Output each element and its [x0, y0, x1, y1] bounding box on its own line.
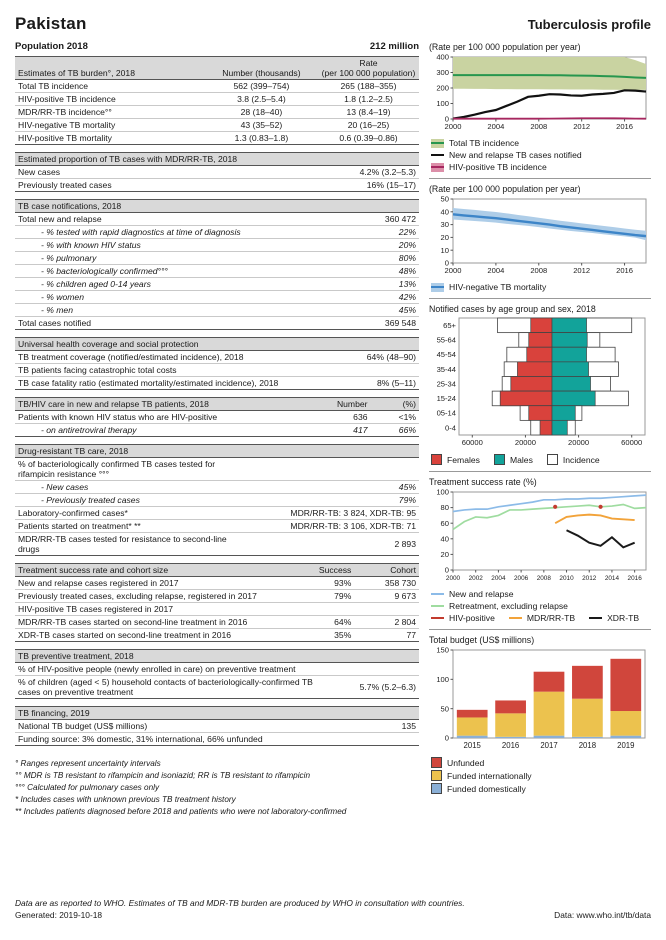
- table-row: [15, 226, 419, 239]
- row-value: <1%: [371, 411, 419, 424]
- svg-text:0: 0: [444, 733, 449, 743]
- table-row: [15, 377, 419, 390]
- row-value: 2 804: [354, 616, 419, 629]
- legend-swatch: [431, 283, 444, 292]
- legend-swatch: [431, 163, 444, 172]
- table-row: [15, 166, 419, 179]
- row-value: 360 472: [346, 213, 419, 226]
- row-label: Total cases notified: [18, 318, 92, 328]
- row-label: Patients with known HIV status who are HIV-positive: [15, 411, 306, 424]
- svg-text:20: 20: [440, 550, 449, 559]
- row-value: 64%: [298, 616, 355, 629]
- footnote: °°° Calculated for pulmonary cases only: [15, 782, 160, 792]
- row-value: 9 673: [354, 590, 419, 603]
- footnote: ** Includes patients diagnosed before 2018 and patients who were not laboratory-confirmed: [15, 806, 347, 816]
- legend-item: [431, 138, 519, 148]
- row-label: TB patients facing catastrophic total costs: [15, 364, 322, 377]
- row-value: 5.7% (5.2–6.3): [359, 682, 416, 692]
- row-label: MDR/RR-TB cases tested for resistance to second-line drugs: [18, 534, 227, 554]
- table-row: [15, 351, 419, 364]
- legend-swatch: [431, 757, 442, 768]
- legend-item: [494, 454, 533, 465]
- table-row: [15, 179, 419, 192]
- row-label: National TB budget (US$ millions): [15, 720, 346, 733]
- svg-text:30: 30: [440, 220, 449, 230]
- row-label: HIV-negative TB mortality: [15, 119, 205, 132]
- table-row: [15, 132, 419, 145]
- population-label: Population 2018: [15, 41, 88, 52]
- svg-text:50: 50: [440, 704, 449, 714]
- chart-legend: [431, 282, 651, 292]
- table-row: [15, 507, 419, 520]
- svg-text:2017: 2017: [540, 741, 558, 750]
- svg-text:2008: 2008: [536, 575, 551, 582]
- svg-text:40: 40: [440, 207, 449, 217]
- svg-text:10: 10: [440, 245, 449, 255]
- row-value: 20%: [346, 239, 419, 252]
- row-label: New and relapse cases registered in 2017: [15, 577, 298, 590]
- row-label: % of bacteriologically confirmed TB cases tested for rifampicin resistance °°°: [15, 458, 237, 481]
- legend-swatch: [589, 617, 602, 620]
- legend-swatch: [431, 617, 444, 620]
- row-value: 13%: [346, 278, 419, 291]
- row-value: 45%: [346, 304, 419, 317]
- svg-text:65+: 65+: [443, 320, 456, 330]
- row-value: 358 730: [354, 577, 419, 590]
- svg-text:0: 0: [444, 258, 449, 268]
- row-value: [330, 663, 419, 676]
- row-value: 43 (35–52): [205, 119, 318, 132]
- svg-text:2012: 2012: [573, 122, 591, 131]
- chart-budget: [429, 635, 651, 794]
- population-value: 212 million: [369, 41, 419, 52]
- row-value: 42%: [346, 291, 419, 304]
- svg-text:60000: 60000: [461, 438, 483, 447]
- chart-title: (Rate per 100 000 population per year): [429, 42, 581, 52]
- row-value: 28 (18–40): [205, 106, 318, 119]
- column-header: Cohort: [354, 564, 419, 577]
- section-title: Treatment success rate and cohort size: [15, 564, 298, 577]
- table-row: [15, 629, 419, 642]
- row-label: - New cases: [15, 481, 237, 494]
- section-title: TB/HIV care in new and relapse TB patients, 2018: [15, 398, 306, 411]
- section-title: Universal health coverage and social protection: [15, 338, 419, 351]
- section-title: TB preventive treatment, 2018: [15, 650, 419, 663]
- row-value: [346, 733, 419, 746]
- row-value: 16% (15–17): [366, 180, 416, 190]
- section-table: [15, 444, 419, 556]
- svg-text:2019: 2019: [617, 741, 635, 750]
- legend-swatch: [494, 454, 505, 465]
- table-row: [15, 533, 419, 556]
- row-value: 66%: [398, 425, 416, 435]
- section-table: [15, 337, 419, 390]
- legend-swatch: [431, 139, 444, 148]
- section-title: Estimates of TB burden°, 2018: [15, 57, 205, 80]
- legend-label: Funded domestically: [447, 783, 526, 794]
- row-label: - % bacteriologically confirmed°°°: [15, 265, 346, 278]
- legend-item: [431, 150, 582, 160]
- svg-text:2014: 2014: [604, 575, 620, 582]
- svg-text:0: 0: [444, 114, 449, 124]
- section-table: [15, 706, 419, 746]
- row-value: 93%: [298, 577, 355, 590]
- chart-legend: [431, 454, 651, 465]
- chart-separator: [429, 629, 651, 630]
- section-title: Drug-resistant TB care, 2018: [15, 445, 419, 458]
- legend-label: Funded internationally: [447, 770, 532, 781]
- chart-canvas: [429, 195, 651, 275]
- table-row: [15, 577, 419, 590]
- row-value: 135: [346, 720, 419, 733]
- legend-label: New and relapse TB cases notified: [449, 150, 582, 160]
- row-value: 1.8 (1.2–2.5): [318, 93, 419, 106]
- svg-text:2012: 2012: [573, 266, 591, 275]
- chart-title: Treatment success rate (%): [429, 477, 537, 487]
- row-value: 1.3 (0.83–1.8): [234, 133, 289, 143]
- legend-label: Incidence: [562, 454, 600, 465]
- svg-text:2016: 2016: [627, 575, 642, 582]
- footer-generated: Generated: 2019-10-18: [15, 910, 103, 920]
- table-row: [15, 411, 419, 424]
- legend-swatch: [431, 154, 444, 157]
- table-row: [15, 239, 419, 252]
- chart-legend: [431, 138, 651, 172]
- row-value: 265 (188–355): [318, 80, 419, 93]
- table-row: [15, 481, 419, 494]
- column-header: Number: [306, 398, 371, 411]
- section-table: [15, 397, 419, 437]
- data-tables: [15, 56, 419, 746]
- svg-text:2016: 2016: [501, 741, 520, 750]
- chart-canvas: [429, 53, 651, 131]
- column-header: Number (thousands): [205, 57, 318, 80]
- column-header: Rate (per 100 000 population): [318, 57, 419, 80]
- legend-label: Retreatment, excluding relapse: [449, 601, 568, 611]
- section-table: [15, 199, 419, 330]
- row-label: Previously treated cases: [18, 180, 112, 190]
- row-label: Funding source: 3% domestic, 31% international, 66% unfunded: [18, 734, 263, 744]
- svg-text:60: 60: [440, 518, 449, 528]
- row-label: % of HIV-positive people (newly enrolled in care) on preventive treatment: [15, 663, 330, 676]
- svg-text:05-14: 05-14: [436, 408, 456, 418]
- legend-label: Males: [509, 454, 533, 465]
- legend-label: HIV-negative TB mortality: [449, 282, 547, 292]
- row-label: MDR/RR-TB cases started on second-line treatment in 2016: [15, 616, 298, 629]
- column-header: Success: [298, 564, 355, 577]
- svg-text:2004: 2004: [487, 266, 505, 275]
- svg-text:80: 80: [440, 503, 449, 513]
- chart-mortality: [429, 184, 651, 292]
- row-value: 22%: [346, 226, 419, 239]
- footnotes: [15, 758, 419, 817]
- row-label: Patients started on treatment* **: [15, 520, 237, 533]
- svg-text:2012: 2012: [582, 575, 597, 582]
- chart-legend: [431, 757, 651, 794]
- row-value: 20 (16–25): [318, 119, 419, 132]
- row-value: 369 548: [384, 318, 416, 328]
- svg-text:45-54: 45-54: [436, 350, 456, 360]
- table-row: [15, 265, 419, 278]
- svg-text:300: 300: [436, 68, 449, 78]
- table-row: [15, 317, 419, 330]
- legend-item: [431, 162, 547, 172]
- row-label: - on antiretroviral therapy: [41, 425, 137, 435]
- row-label: - % tested with rapid diagnostics at time of diagnosis: [15, 226, 346, 239]
- svg-text:200: 200: [436, 83, 449, 93]
- section-table: [15, 56, 419, 145]
- row-value: 636: [306, 411, 371, 424]
- svg-text:2004: 2004: [491, 575, 506, 582]
- table-row: [15, 603, 419, 616]
- table-row: [15, 616, 419, 629]
- section-title: TB case notifications, 2018: [15, 200, 419, 213]
- svg-text:2000: 2000: [445, 575, 461, 582]
- legend-swatch: [431, 770, 442, 781]
- legend-label: XDR-TB: [607, 613, 640, 623]
- chart-separator: [429, 298, 651, 299]
- row-label: - Previously treated cases: [15, 494, 237, 507]
- svg-text:150: 150: [436, 646, 449, 655]
- row-value: [298, 603, 355, 616]
- row-label: % of children (aged < 5) household contacts of bacteriologically-confirmed TB cases on preventive treatment: [18, 677, 313, 697]
- svg-text:15-24: 15-24: [436, 394, 456, 404]
- legend-item: [431, 783, 526, 794]
- table-row: [15, 520, 419, 533]
- table-row: [15, 291, 419, 304]
- chart-separator: [429, 471, 651, 472]
- row-label: XDR-TB cases started on second-line treatment in 2016: [18, 630, 232, 640]
- table-row: [15, 278, 419, 291]
- svg-text:2006: 2006: [514, 575, 529, 582]
- left-column: [15, 14, 419, 817]
- table-row: [15, 364, 419, 377]
- svg-text:2002: 2002: [468, 575, 483, 582]
- table-row: [15, 663, 419, 676]
- legend-label: Unfunded: [447, 757, 485, 768]
- row-value: 3.8 (2.5–5.4): [205, 93, 318, 106]
- legend-item: [431, 589, 514, 599]
- row-label: Laboratory-confirmed cases*: [15, 507, 237, 520]
- table-row: [15, 119, 419, 132]
- row-label: TB case fatality ratio (estimated mortality/estimated incidence), 2018: [18, 378, 279, 388]
- svg-text:2016: 2016: [616, 266, 634, 275]
- table-row: [15, 304, 419, 317]
- svg-text:20: 20: [440, 233, 449, 242]
- chart-title: (Rate per 100 000 population per year): [429, 184, 581, 194]
- table-row: [15, 93, 419, 106]
- right-column: [429, 14, 651, 817]
- row-value: 35%: [334, 630, 352, 640]
- row-value: [354, 603, 419, 616]
- svg-text:40: 40: [440, 534, 449, 544]
- row-value: 2 893: [394, 539, 416, 549]
- row-label: Previously treated cases, excluding relapse, registered in 2017: [15, 590, 298, 603]
- svg-text:2000: 2000: [444, 266, 462, 275]
- legend-label: New and relapse: [449, 589, 514, 599]
- row-label: - % children aged 0-14 years: [15, 278, 346, 291]
- row-value: [322, 364, 419, 377]
- legend-label: MDR/RR-TB: [526, 613, 576, 623]
- row-label: - % with known HIV status: [15, 239, 346, 252]
- svg-text:20000: 20000: [568, 438, 590, 447]
- page-footer: [15, 898, 651, 920]
- row-label: - % women: [15, 291, 346, 304]
- section-table: [15, 649, 419, 699]
- row-value: MDR/RR-TB: 3 106, XDR-TB: 71: [237, 520, 419, 533]
- svg-text:0-4: 0-4: [445, 423, 456, 433]
- row-value: 4.2% (3.2–5.3): [306, 166, 419, 179]
- svg-text:100: 100: [436, 488, 449, 497]
- footnote: * Includes cases with unknown previous TB treatment history: [15, 794, 236, 804]
- svg-text:2000: 2000: [444, 122, 462, 131]
- chart-treatment-success: [429, 477, 651, 623]
- row-value: 8% (5–11): [376, 378, 416, 388]
- row-label: Total TB incidence: [15, 80, 205, 93]
- svg-text:100: 100: [436, 674, 449, 684]
- legend-swatch: [431, 593, 444, 596]
- table-row: [15, 80, 419, 93]
- row-value: 80%: [346, 252, 419, 265]
- svg-text:50: 50: [440, 195, 449, 204]
- section-table: [15, 563, 419, 642]
- legend-swatch: [431, 605, 444, 608]
- svg-text:2004: 2004: [487, 122, 505, 131]
- table-row: [15, 106, 419, 119]
- svg-text:2018: 2018: [578, 741, 597, 750]
- table-row: [15, 424, 419, 437]
- svg-text:35-44: 35-44: [436, 364, 456, 374]
- footnote: ° Ranges represent uncertainty intervals: [15, 759, 161, 768]
- chart-separator: [429, 178, 651, 179]
- chart-title: Total budget (US$ millions): [429, 635, 535, 645]
- legend-label: HIV-positive TB incidence: [449, 162, 547, 172]
- chart-legend: [431, 589, 651, 623]
- legend-label: Total TB incidence: [449, 138, 520, 148]
- section-title: Estimated proportion of TB cases with MDR/RR-TB, 2018: [15, 153, 419, 166]
- footer-data-link[interactable]: Data: www.who.int/tb/data: [554, 910, 651, 920]
- table-row: [15, 676, 419, 699]
- legend-swatch: [431, 454, 442, 465]
- row-label: - % pulmonary: [15, 252, 346, 265]
- page-title: Pakistan: [15, 14, 87, 33]
- chart-canvas: [429, 315, 651, 447]
- row-value: 64% (48–90): [322, 351, 419, 364]
- table-row: [15, 494, 419, 507]
- row-label: - % men: [15, 304, 346, 317]
- chart-incidence: [429, 42, 651, 172]
- row-value: 48%: [346, 265, 419, 278]
- table-row: [15, 213, 419, 226]
- chart-canvas: [429, 488, 651, 582]
- row-value: 562 (399–754): [205, 80, 318, 93]
- legend-label: Females: [447, 454, 480, 465]
- svg-text:25-34: 25-34: [436, 379, 456, 389]
- row-label: New cases: [15, 166, 306, 179]
- section-table: [15, 152, 419, 192]
- row-label: TB treatment coverage (notified/estimated incidence), 2018: [15, 351, 322, 364]
- svg-text:2010: 2010: [559, 575, 574, 582]
- row-label: MDR/RR-TB incidence°°: [15, 106, 205, 119]
- svg-text:2016: 2016: [616, 122, 634, 131]
- section-title: TB financing, 2019: [15, 707, 419, 720]
- legend-item: [431, 601, 568, 611]
- table-row: [15, 458, 419, 481]
- report-title: Tuberculosis profile: [527, 17, 651, 32]
- row-label: HIV-positive TB mortality: [18, 133, 112, 143]
- legend-swatch: [509, 617, 522, 620]
- legend-swatch: [431, 783, 442, 794]
- row-value: 417: [353, 425, 368, 435]
- row-label: Total new and relapse: [15, 213, 346, 226]
- footer-disclaimer: Data are as reported to WHO. Estimates of TB and MDR-TB burden are produced by WHO in consultation with countries.: [15, 898, 465, 908]
- row-label: HIV-positive TB incidence: [15, 93, 205, 106]
- legend-swatch: [547, 454, 558, 465]
- charts-column: [429, 42, 651, 794]
- table-row: [15, 590, 419, 603]
- legend-item: [509, 613, 575, 623]
- svg-text:20000: 20000: [514, 438, 536, 447]
- chart-title: Notified cases by age group and sex, 2018: [429, 304, 596, 314]
- legend-item: [431, 282, 546, 292]
- table-row: [15, 733, 419, 746]
- row-value: [237, 458, 419, 481]
- legend-item: [431, 613, 495, 623]
- row-value: 79%: [237, 494, 419, 507]
- svg-text:60000: 60000: [621, 438, 643, 447]
- legend-label: HIV-positive: [449, 613, 495, 623]
- row-value: 79%: [298, 590, 355, 603]
- legend-item: [431, 770, 532, 781]
- column-header: (%): [371, 398, 419, 411]
- svg-text:0: 0: [444, 565, 449, 575]
- svg-text:2008: 2008: [530, 122, 548, 131]
- row-value: 77: [406, 630, 416, 640]
- chart-age-sex: [429, 304, 651, 465]
- svg-text:400: 400: [436, 53, 449, 62]
- legend-item: [547, 454, 600, 465]
- svg-text:2008: 2008: [530, 266, 548, 275]
- table-row: [15, 252, 419, 265]
- svg-text:100: 100: [436, 99, 449, 109]
- legend-item: [431, 757, 484, 768]
- table-row: [15, 720, 419, 733]
- svg-text:55-64: 55-64: [436, 335, 456, 345]
- row-value: 0.6 (0.39–0.86): [339, 133, 398, 143]
- row-value: MDR/RR-TB: 3 824, XDR-TB: 95: [237, 507, 419, 520]
- row-value: 13 (8.4–19): [318, 106, 419, 119]
- chart-canvas: [429, 646, 651, 750]
- legend-item: [431, 454, 480, 465]
- row-value: 45%: [237, 481, 419, 494]
- row-label: HIV-positive TB cases registered in 2017: [15, 603, 298, 616]
- footnote: °° MDR is TB resistant to rifampicin and isoniazid; RR is TB resistant to rifampicin: [15, 770, 311, 780]
- legend-item: [589, 613, 639, 623]
- svg-text:2015: 2015: [463, 741, 481, 750]
